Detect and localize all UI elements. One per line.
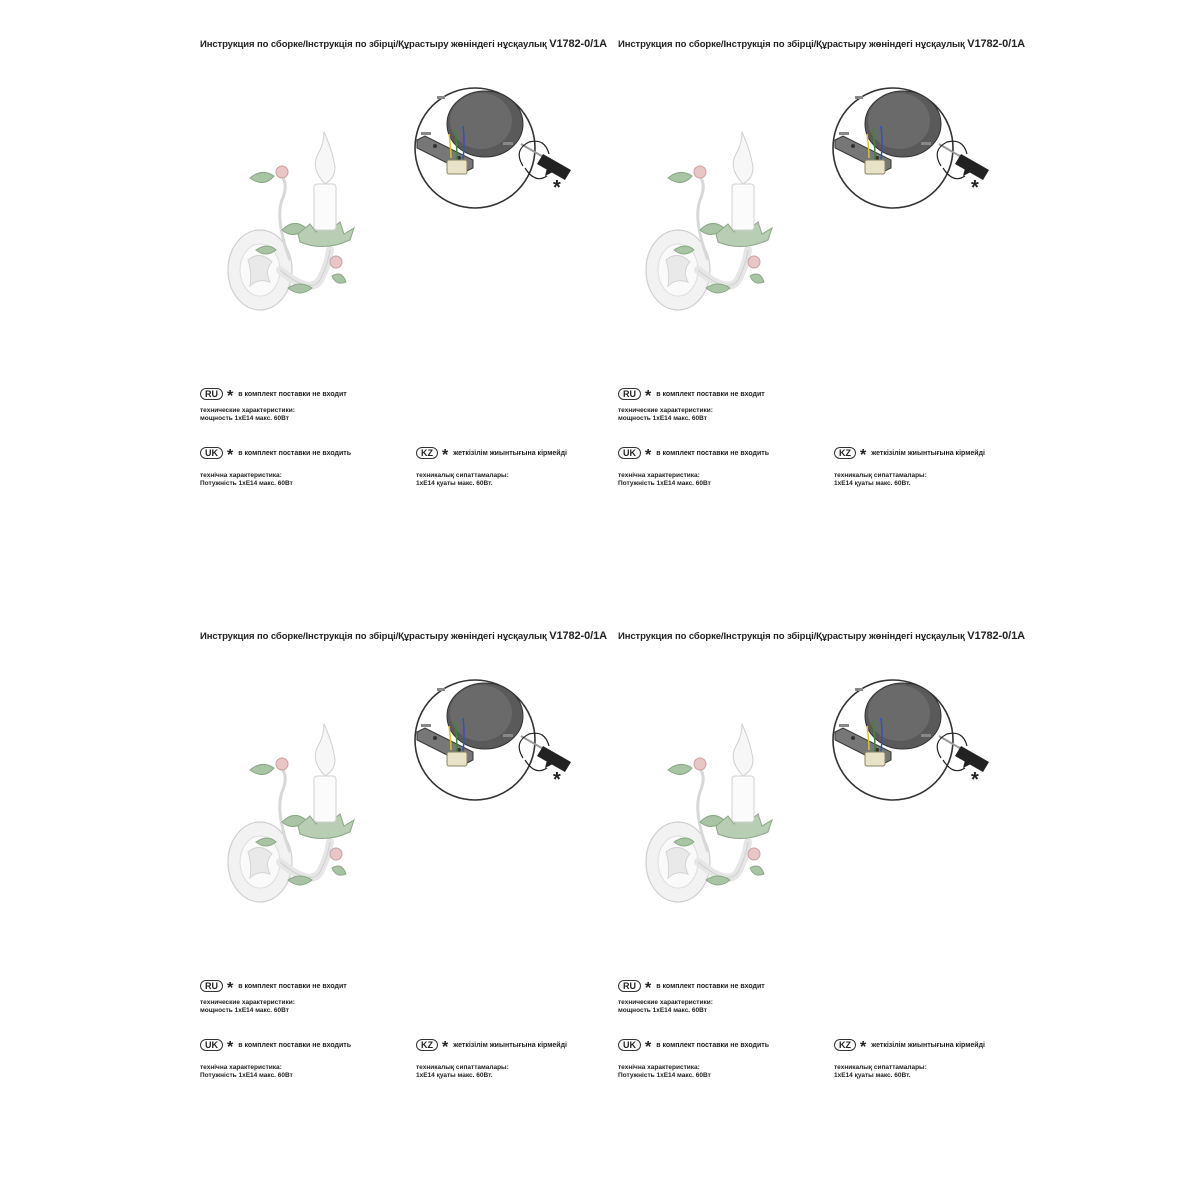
asterisk-icon: * xyxy=(860,447,867,464)
ru-spec xyxy=(618,999,713,1015)
kz-spec-value: 1хЕ14 қуаты макс. 60Вт. xyxy=(416,480,493,487)
wall-lamp-illustration xyxy=(638,702,818,932)
ru-spec-title: технические характеристики: xyxy=(618,999,713,1006)
wall-lamp-illustration xyxy=(638,110,818,340)
ru-note xyxy=(618,980,765,997)
asterisk-icon: * xyxy=(442,447,449,464)
uk-spec-title: технічна характеристика: xyxy=(618,472,700,479)
model-code: V1782-0/1A xyxy=(967,38,1025,50)
kz-spec-value: 1хЕ14 қуаты макс. 60Вт. xyxy=(834,1072,911,1079)
ru-spec-value: мощность 1хЕ14 макс. 60Вт xyxy=(618,1007,707,1014)
kz-not-included-text: жеткізілім жиынтығына кірмейді xyxy=(453,449,567,457)
kz-note xyxy=(416,1039,567,1056)
instruction-panel xyxy=(180,0,607,590)
uk-badge: UK xyxy=(200,1039,223,1051)
wall-lamp-illustration xyxy=(220,110,400,340)
kz-not-included-text: жеткізілім жиынтығына кірмейді xyxy=(871,1041,985,1049)
model-code: V1782-0/1A xyxy=(549,630,607,642)
ru-note xyxy=(200,980,347,997)
instruction-title xyxy=(200,630,607,642)
uk-spec-value: Потужність 1хЕ14 макс. 60Вт xyxy=(200,480,293,487)
ru-not-included-text: в комплект поставки не входит xyxy=(656,982,765,990)
uk-spec xyxy=(618,1064,711,1080)
model-code: V1782-0/1A xyxy=(549,38,607,50)
uk-spec-title: технічна характеристика: xyxy=(200,1064,282,1071)
title-text: Инструкция по сборке/Інструкція по збірці/Құрастыру жөніндегі нұсқаулық xyxy=(200,631,547,642)
uk-note xyxy=(200,1039,352,1056)
uk-not-included-text: в комплект поставки не входить xyxy=(656,1041,770,1049)
ru-spec-value: мощность 1хЕ14 макс. 60Вт xyxy=(200,1007,289,1014)
uk-note xyxy=(200,447,352,464)
ru-spec-value: мощность 1хЕ14 макс. 60Вт xyxy=(200,415,289,422)
asterisk-icon: * xyxy=(645,1039,652,1056)
uk-badge: UK xyxy=(618,447,641,459)
kz-badge: KZ xyxy=(416,1039,438,1051)
mounting-detail-illustration xyxy=(813,676,1018,806)
asterisk-icon: * xyxy=(442,1039,449,1056)
kz-badge: KZ xyxy=(834,447,856,459)
kz-spec xyxy=(416,472,509,488)
kz-spec xyxy=(834,1064,927,1080)
ru-note xyxy=(200,388,347,405)
uk-spec-value: Потужність 1хЕ14 макс. 60Вт xyxy=(200,1072,293,1079)
uk-not-included-text: в комплект поставки не входить xyxy=(238,449,352,457)
uk-spec xyxy=(200,1064,293,1080)
kz-spec xyxy=(834,472,927,488)
instruction-title xyxy=(200,38,607,50)
asterisk-icon: * xyxy=(645,447,652,464)
ru-note xyxy=(618,388,765,405)
not-included-mark: * xyxy=(553,177,561,199)
uk-spec-value: Потужність 1хЕ14 макс. 60Вт xyxy=(618,480,711,487)
ru-badge: RU xyxy=(618,980,641,992)
ru-spec-title: технические характеристики: xyxy=(200,999,295,1006)
mounting-detail-illustration xyxy=(813,84,1018,214)
model-code: V1782-0/1A xyxy=(967,630,1025,642)
instruction-panel xyxy=(598,592,1025,1182)
kz-note xyxy=(834,1039,985,1056)
uk-note xyxy=(618,447,770,464)
title-text: Инструкция по сборке/Інструкція по збірці/Құрастыру жөніндегі нұсқаулық xyxy=(200,39,547,50)
uk-spec-title: технічна характеристика: xyxy=(200,472,282,479)
kz-note xyxy=(416,447,567,464)
ru-not-included-text: в комплект поставки не входит xyxy=(656,390,765,398)
kz-spec-title: техникалық сипаттамалары: xyxy=(416,1064,509,1071)
mounting-detail-illustration xyxy=(395,84,600,214)
wall-lamp-illustration xyxy=(220,702,400,932)
ru-not-included-text: в комплект поставки не входит xyxy=(238,982,347,990)
asterisk-icon: * xyxy=(645,980,652,997)
not-included-mark: * xyxy=(971,177,979,199)
kz-spec xyxy=(416,1064,509,1080)
kz-spec-value: 1хЕ14 қуаты макс. 60Вт. xyxy=(834,480,911,487)
kz-spec-title: техникалық сипаттамалары: xyxy=(834,472,927,479)
kz-not-included-text: жеткізілім жиынтығына кірмейді xyxy=(453,1041,567,1049)
kz-badge: KZ xyxy=(416,447,438,459)
mounting-detail-illustration xyxy=(395,676,600,806)
uk-not-included-text: в комплект поставки не входить xyxy=(656,449,770,457)
ru-badge: RU xyxy=(200,388,223,400)
asterisk-icon: * xyxy=(227,447,234,464)
kz-spec-title: техникалық сипаттамалары: xyxy=(834,1064,927,1071)
ru-spec xyxy=(200,999,295,1015)
uk-note xyxy=(618,1039,770,1056)
ru-not-included-text: в комплект поставки не входит xyxy=(238,390,347,398)
uk-spec-value: Потужність 1хЕ14 макс. 60Вт xyxy=(618,1072,711,1079)
title-text: Инструкция по сборке/Інструкція по збірці/Құрастыру жөніндегі нұсқаулық xyxy=(618,631,965,642)
uk-badge: UK xyxy=(200,447,223,459)
uk-badge: UK xyxy=(618,1039,641,1051)
ru-badge: RU xyxy=(200,980,223,992)
instruction-title xyxy=(618,630,1025,642)
ru-badge: RU xyxy=(618,388,641,400)
not-included-mark: * xyxy=(553,769,561,791)
asterisk-icon: * xyxy=(645,388,652,405)
asterisk-icon: * xyxy=(227,1039,234,1056)
title-text: Инструкция по сборке/Інструкція по збірці/Құрастыру жөніндегі нұсқаулық xyxy=(618,39,965,50)
instruction-panel xyxy=(180,592,607,1182)
asterisk-icon: * xyxy=(860,1039,867,1056)
kz-note xyxy=(834,447,985,464)
kz-not-included-text: жеткізілім жиынтығына кірмейді xyxy=(871,449,985,457)
ru-spec xyxy=(200,407,295,423)
instruction-panel xyxy=(598,0,1025,590)
asterisk-icon: * xyxy=(227,980,234,997)
uk-spec-title: технічна характеристика: xyxy=(618,1064,700,1071)
uk-spec xyxy=(200,472,293,488)
ru-spec-title: технические характеристики: xyxy=(618,407,713,414)
asterisk-icon: * xyxy=(227,388,234,405)
instruction-title xyxy=(618,38,1025,50)
uk-spec xyxy=(618,472,711,488)
ru-spec-value: мощность 1хЕ14 макс. 60Вт xyxy=(618,415,707,422)
ru-spec-title: технические характеристики: xyxy=(200,407,295,414)
kz-spec-title: техникалық сипаттамалары: xyxy=(416,472,509,479)
uk-not-included-text: в комплект поставки не входить xyxy=(238,1041,352,1049)
not-included-mark: * xyxy=(971,769,979,791)
ru-spec xyxy=(618,407,713,423)
kz-spec-value: 1хЕ14 қуаты макс. 60Вт. xyxy=(416,1072,493,1079)
kz-badge: KZ xyxy=(834,1039,856,1051)
